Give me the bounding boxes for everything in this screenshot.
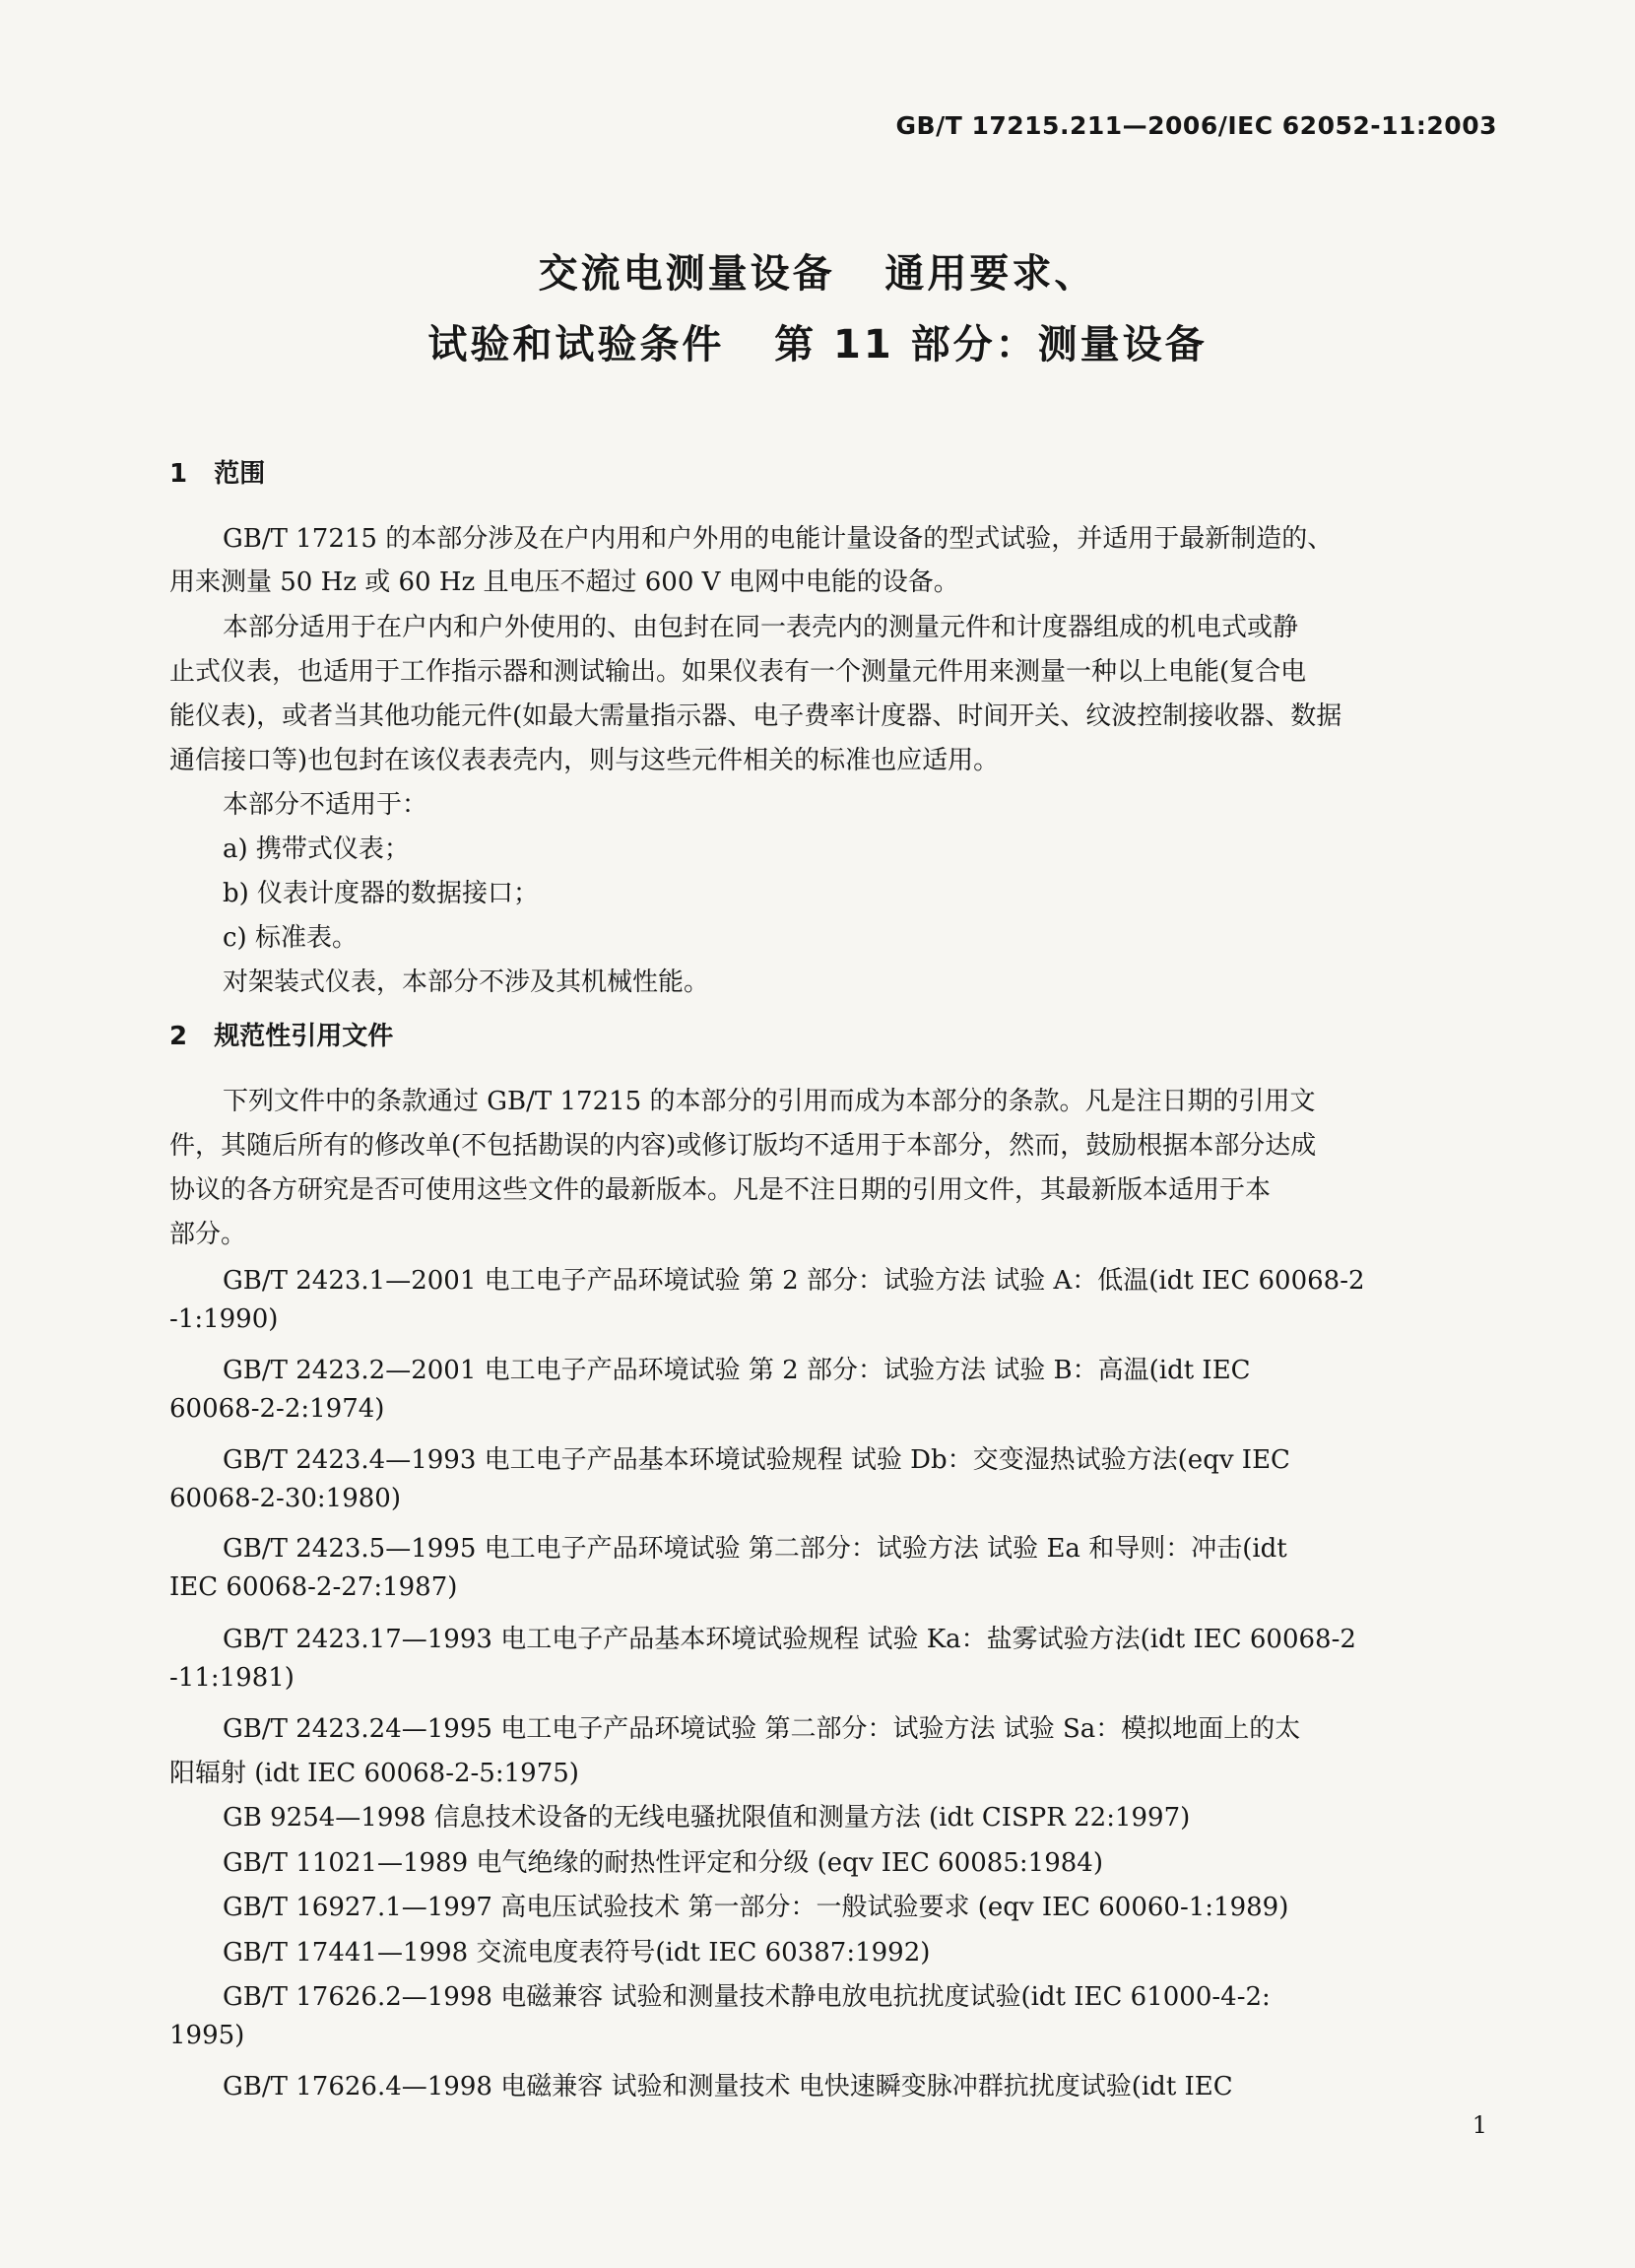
standard-code: GB/T 17215.211—2006/IEC 62052-11:2003 (895, 111, 1497, 140)
reference-line: GB/T 2423.17—1993 电工电子产品基本环境试验规程 试验 Ka：盐雾试验方法(idt IEC 60068-2 (223, 1625, 1356, 1654)
paragraph-line: GB/T 17215 的本部分涉及在户内用和户外用的电能计量设备的型式试验，并适用于最新制造的、 (223, 524, 1334, 554)
list-item: b) 仪表计度器的数据接口； (223, 879, 540, 908)
reference-line: -1:1990) (169, 1304, 279, 1334)
reference-line: GB/T 2423.1—2001 电工电子产品环境试验 第 2 部分：试验方法 试验 A：低温(idt IEC 60068-2 (223, 1266, 1365, 1296)
paragraph-line: 协议的各方研究是否可使用这些文件的最新版本。凡是不注日期的引用文件，其最新版本适用于本 (169, 1175, 1272, 1205)
reference-line: GB/T 11021—1989 电气绝缘的耐热性评定和分级 (eqv IEC 60085:1984) (223, 1848, 1103, 1878)
paragraph-line: 部分。 (169, 1220, 247, 1249)
reference-line: 阳辐射 (idt IEC 60068-2-5:1975) (169, 1759, 579, 1788)
reference-line: 60068-2-2:1974) (169, 1394, 385, 1424)
reference-line: -11:1981) (169, 1663, 294, 1693)
section-heading-normative-references: 2 规范性引用文件 (169, 1022, 394, 1051)
reference-line: 1995) (169, 2021, 245, 2050)
paragraph-line: 本部分不适用于： (223, 790, 428, 820)
paragraph-line: 对架装式仪表，本部分不涉及其机械性能。 (223, 967, 710, 997)
paragraph-line: 下列文件中的条款通过 GB/T 17215 的本部分的引用而成为本部分的条款。凡是注日期的引用文 (223, 1087, 1316, 1116)
reference-line: GB 9254—1998 信息技术设备的无线电骚扰限值和测量方法 (idt CISPR 22:1997) (223, 1803, 1191, 1833)
page-number: 1 (1472, 2111, 1487, 2139)
document-title-line-1: 交流电测量设备 通用要求、 (538, 251, 1097, 297)
section-heading-scope: 1 范围 (169, 459, 266, 489)
reference-line: GB/T 17626.2—1998 电磁兼容 试验和测量技术静电放电抗扰度试验(idt IEC 61000-4-2: (223, 1982, 1271, 2012)
list-item: c) 标准表。 (223, 923, 358, 953)
reference-line: GB/T 17441—1998 交流电度表符号(idt IEC 60387:1992) (223, 1938, 931, 1968)
reference-line: GB/T 2423.24—1995 电工电子产品环境试验 第二部分：试验方法 试验 Sa：模拟地面上的太 (223, 1714, 1301, 1744)
reference-line: GB/T 2423.2—2001 电工电子产品环境试验 第 2 部分：试验方法 试验 B：高温(idt IEC (223, 1356, 1251, 1385)
list-item: a) 携带式仪表； (223, 834, 410, 864)
reference-line: GB/T 17626.4—1998 电磁兼容 试验和测量技术 电快速瞬变脉冲群抗扰度试验(idt IEC (223, 2072, 1233, 2101)
reference-line: GB/T 16927.1—1997 高电压试验技术 第一部分：一般试验要求 (eqv IEC 60060-1:1989) (223, 1893, 1289, 1922)
reference-line: IEC 60068-2-27:1987) (169, 1572, 458, 1602)
paragraph-line: 用来测量 50 Hz 或 60 Hz 且电压不超过 600 V 电网中电能的设备。 (169, 567, 959, 597)
paragraph-line: 件，其随后所有的修改单(不包括勘误的内容)或修订版均不适用于本部分，然而，鼓励根据本部分达成 (169, 1131, 1317, 1161)
reference-line: GB/T 2423.5—1995 电工电子产品环境试验 第二部分：试验方法 试验 Ea 和导则：冲击(idt (223, 1534, 1287, 1564)
paragraph-line: 本部分适用于在户内和户外使用的、由包封在同一表壳内的测量元件和计度器组成的机电式或静 (223, 613, 1299, 642)
reference-line: 60068-2-30:1980) (169, 1484, 401, 1513)
document-title-line-2: 试验和试验条件 第 11 部分：测量设备 (427, 322, 1208, 367)
paragraph-line: 能仪表)，或者当其他功能元件(如最大需量指示器、电子费率计度器、时间开关、纹波控制接收器、数据 (169, 701, 1342, 731)
paragraph-line: 止式仪表，也适用于工作指示器和测试输出。如果仪表有一个测量元件用来测量一种以上电能(复合电 (169, 657, 1307, 687)
paragraph-line: 通信接口等)也包封在该仪表表壳内，则与这些元件相关的标准也应适用。 (169, 746, 1000, 775)
reference-line: GB/T 2423.4—1993 电工电子产品基本环境试验规程 试验 Db：交变湿热试验方法(eqv IEC (223, 1445, 1290, 1475)
